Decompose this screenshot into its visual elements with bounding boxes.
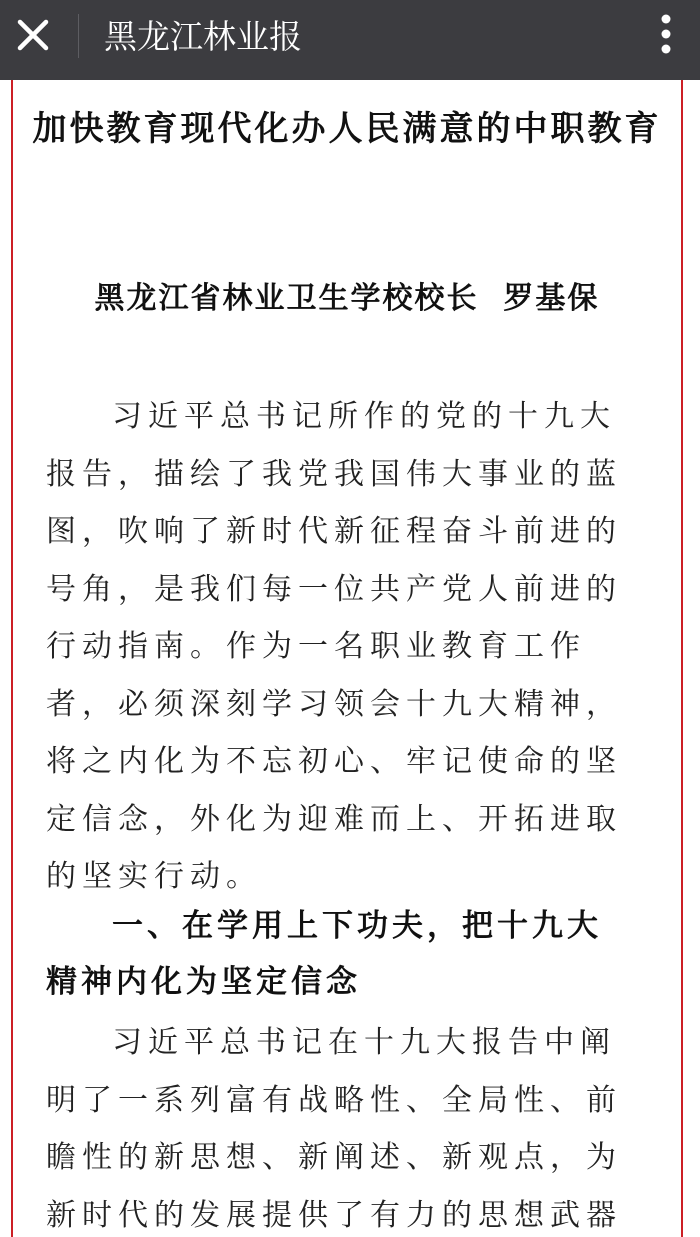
page-title: 黑龙江林业报: [104, 17, 302, 56]
topbar-divider: [78, 14, 79, 58]
article-title: 加快教育现代化办人民满意的中职教育: [32, 109, 662, 149]
section-heading: 一、在学用上下功夫，把十九大精神内化为坚定信念: [46, 908, 602, 1000]
close-icon[interactable]: [6, 10, 66, 70]
close-button[interactable]: [6, 10, 66, 70]
article-author: 黑龙江省林业卫生学校校长 罗基保: [94, 281, 600, 316]
article-paragraph: 习近平总书记在十九大报告中阐明了一系列富有战略性、全局性、前瞻性的新思想、新阐述、新观点，为新时代的发展提供了有力的思想武器: [46, 1025, 622, 1233]
article-content[interactable]: [13, 80, 681, 1237]
more-vertical-icon[interactable]: [654, 12, 678, 60]
top-bar: [0, 0, 700, 80]
article-paragraph: 习近平总书记所作的党的十九大报告，描绘了我党我国伟大事业的蓝图，吹响了新时代新征程奋斗前进的号角，是我们每一位共产党人前进的行动指南。作为一名职业教育工作者，必须深刻学习领会十九大精神，将之内化为不忘初心、牢记使命的坚定信念，外化为迎难而上、开拓进取的坚实行动。: [46, 399, 622, 894]
more-button[interactable]: [654, 12, 678, 60]
